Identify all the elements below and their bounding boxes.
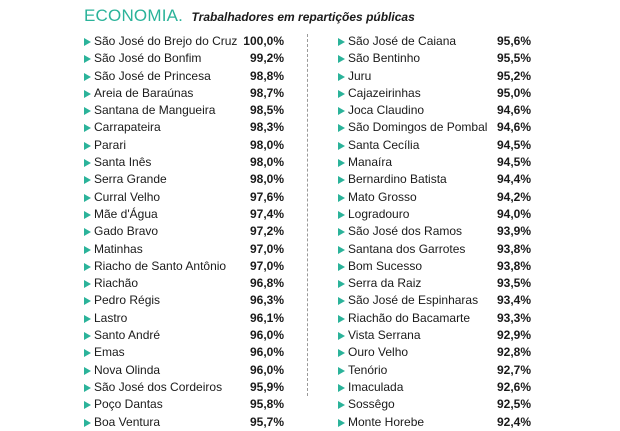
bullet-arrow-icon [338, 211, 345, 219]
bullet-arrow-icon [338, 55, 345, 63]
percentage-value: 96,0% [249, 328, 284, 343]
page-title: Trabalhadores em repartições públicas [191, 10, 415, 24]
percentage-value: 92,4% [496, 414, 531, 429]
percentage-value: 96,8% [249, 276, 284, 291]
bullet-arrow-icon [84, 142, 91, 150]
table-row [338, 154, 531, 171]
municipality-name: Lastro [94, 310, 128, 325]
bullet-arrow-icon [84, 280, 91, 288]
bullet-arrow-icon [338, 38, 345, 46]
table-row [338, 362, 531, 379]
table-row [84, 223, 284, 240]
bullet-arrow-icon [338, 228, 345, 236]
percentage-value: 95,9% [249, 379, 284, 394]
bullet-arrow-icon [338, 280, 345, 288]
bullet-arrow-icon [338, 297, 345, 305]
municipality-name: Sossêgo [348, 397, 395, 412]
percentage-value: 96,3% [249, 293, 284, 308]
percentage-value: 94,2% [496, 189, 531, 204]
bullet-arrow-icon [338, 124, 345, 132]
left-column [84, 33, 284, 431]
table-row [84, 33, 284, 50]
municipality-name: Serra da Raiz [348, 276, 422, 291]
table-row [84, 362, 284, 379]
table-row [84, 102, 284, 119]
percentage-value: 94,6% [496, 103, 531, 118]
table-row [338, 33, 531, 50]
table-row [84, 50, 284, 67]
bullet-arrow-icon [338, 246, 345, 254]
table-row [84, 414, 284, 431]
municipality-name: Riachão [94, 276, 139, 291]
percentage-value: 100,0% [243, 34, 284, 48]
municipality-name: São Bentinho [348, 51, 421, 66]
table-row [84, 275, 284, 292]
municipality-name: São José de Espinharas [348, 293, 479, 308]
municipality-name: Carrapateira [94, 120, 161, 135]
municipality-name: Santa Inês [94, 155, 152, 170]
bullet-arrow-icon [84, 176, 91, 184]
percentage-value: 98,7% [249, 85, 284, 100]
table-row [84, 119, 284, 136]
bullet-arrow-icon [84, 263, 91, 271]
municipality-name: Curral Velho [94, 189, 161, 204]
column-divider [307, 34, 308, 396]
municipality-name: Emas [94, 345, 125, 360]
percentage-value: 95,6% [496, 34, 531, 48]
table-row [84, 310, 284, 327]
table-row [338, 327, 531, 344]
municipality-name: Tenório [348, 362, 388, 377]
table-row [338, 241, 531, 258]
percentage-value: 94,5% [496, 137, 531, 152]
percentage-value: 98,3% [249, 120, 284, 135]
table-row [84, 137, 284, 154]
municipality-name: Manaíra [348, 155, 393, 170]
bullet-arrow-icon [84, 38, 91, 46]
table-row [338, 137, 531, 154]
percentage-value: 92,7% [496, 362, 531, 377]
municipality-name: Boa Ventura [94, 414, 161, 429]
bullet-arrow-icon [338, 73, 345, 81]
percentage-value: 93,3% [496, 310, 531, 325]
bullet-arrow-icon [84, 159, 91, 167]
municipality-name: Bom Sucesso [348, 258, 423, 273]
municipality-name: São José de Princesa [94, 68, 211, 83]
table-row [338, 50, 531, 67]
bullet-arrow-icon [338, 384, 345, 392]
table-row [338, 344, 531, 361]
percentage-value: 99,2% [249, 51, 284, 66]
table-row [84, 206, 284, 223]
header [84, 6, 415, 26]
table-row [338, 310, 531, 327]
bullet-arrow-icon [84, 401, 91, 409]
municipality-name: Mãe d'Água [94, 206, 158, 221]
municipality-name: São José de Caiana [348, 34, 457, 48]
municipality-name: São José do Brejo do Cruz [94, 34, 238, 48]
percentage-value: 95,8% [249, 397, 284, 412]
table-row [338, 171, 531, 188]
municipality-name: Gado Bravo [94, 224, 159, 239]
bullet-arrow-icon [338, 349, 345, 357]
percentage-value: 93,8% [496, 241, 531, 256]
table-row [338, 258, 531, 275]
section-label: ECONOMIA. [84, 6, 184, 25]
percentage-value: 98,8% [249, 68, 284, 83]
bullet-arrow-icon [338, 107, 345, 115]
percentage-value: 92,9% [496, 328, 531, 343]
bullet-arrow-icon [84, 419, 91, 427]
bullet-arrow-icon [84, 228, 91, 236]
table-row [84, 68, 284, 85]
municipality-name: Santo André [94, 328, 161, 343]
municipality-name: Juru [348, 68, 372, 83]
bullet-arrow-icon [338, 159, 345, 167]
bullet-arrow-icon [84, 349, 91, 357]
table-row [338, 68, 531, 85]
municipality-name: Vista Serrana [348, 328, 421, 343]
bullet-arrow-icon [338, 142, 345, 150]
table-row [338, 102, 531, 119]
municipality-name: Poço Dantas [94, 397, 163, 412]
bullet-arrow-icon [84, 332, 91, 340]
bullet-arrow-icon [338, 419, 345, 427]
percentage-value: 97,2% [249, 224, 284, 239]
percentage-value: 97,0% [249, 258, 284, 273]
municipality-name: Areia de Baraúnas [94, 85, 194, 100]
percentage-value: 94,5% [496, 155, 531, 170]
percentage-value: 95,7% [249, 414, 284, 429]
percentage-value: 92,8% [496, 345, 531, 360]
percentage-value: 98,5% [249, 103, 284, 118]
percentage-value: 93,8% [496, 258, 531, 273]
municipality-name: São Domingos de Pombal [348, 120, 488, 135]
percentage-value: 98,0% [249, 137, 284, 152]
percentage-value: 92,6% [496, 379, 531, 394]
municipality-name: Logradouro [348, 206, 410, 221]
right-column [338, 33, 531, 431]
municipality-name: Imaculada [348, 379, 404, 394]
municipality-name: Joca Claudino [348, 103, 425, 118]
table-row [84, 327, 284, 344]
bullet-arrow-icon [84, 55, 91, 63]
bullet-arrow-icon [84, 367, 91, 375]
bullet-arrow-icon [338, 367, 345, 375]
table-row [84, 85, 284, 102]
percentage-value: 93,5% [496, 276, 531, 291]
table-row [84, 292, 284, 309]
table-row [338, 206, 531, 223]
table-row [84, 241, 284, 258]
bullet-arrow-icon [84, 384, 91, 392]
percentage-value: 96,0% [249, 345, 284, 360]
municipality-name: Pedro Régis [94, 293, 161, 308]
table-row [338, 379, 531, 396]
municipality-name: Santana dos Garrotes [348, 241, 466, 256]
percentage-value: 94,6% [496, 120, 531, 135]
bullet-arrow-icon [338, 90, 345, 98]
municipality-name: Bernardino Batista [348, 172, 447, 187]
bullet-arrow-icon [84, 194, 91, 202]
table-row [338, 396, 531, 413]
municipality-name: Santana de Mangueira [94, 103, 216, 118]
bullet-arrow-icon [338, 332, 345, 340]
municipality-name: São José dos Cordeiros [94, 379, 223, 394]
table-row [338, 223, 531, 240]
municipality-name: Santa Cecília [348, 137, 420, 152]
percentage-value: 93,4% [496, 293, 531, 308]
bullet-arrow-icon [84, 246, 91, 254]
bullet-arrow-icon [338, 194, 345, 202]
table-row [338, 275, 531, 292]
table-row [84, 396, 284, 413]
municipality-name: Ouro Velho [348, 345, 409, 360]
percentage-value: 97,6% [249, 189, 284, 204]
table-row [84, 171, 284, 188]
percentage-value: 96,0% [249, 362, 284, 377]
municipality-name: Serra Grande [94, 172, 167, 187]
table-row [84, 154, 284, 171]
table-row [338, 85, 531, 102]
table-row [84, 344, 284, 361]
municipality-name: Monte Horebe [348, 414, 425, 429]
table-row [338, 292, 531, 309]
table-row [84, 189, 284, 206]
bullet-arrow-icon [84, 211, 91, 219]
bullet-arrow-icon [338, 315, 345, 323]
table-row [84, 379, 284, 396]
percentage-value: 92,5% [496, 397, 531, 412]
percentage-value: 98,0% [249, 155, 284, 170]
percentage-value: 97,4% [249, 206, 284, 221]
bullet-arrow-icon [338, 263, 345, 271]
percentage-value: 97,0% [249, 241, 284, 256]
percentage-value: 96,1% [249, 310, 284, 325]
municipality-name: São José do Bonfim [94, 51, 202, 66]
table-row [84, 258, 284, 275]
bullet-arrow-icon [84, 73, 91, 81]
table-row [338, 119, 531, 136]
municipality-name: Mato Grosso [348, 189, 417, 204]
municipality-name: Parari [94, 137, 127, 152]
bullet-arrow-icon [84, 124, 91, 132]
percentage-value: 94,4% [496, 172, 531, 187]
percentage-value: 95,2% [496, 68, 531, 83]
bullet-arrow-icon [338, 401, 345, 409]
bullet-arrow-icon [84, 90, 91, 98]
table-row [338, 414, 531, 431]
table-row [338, 189, 531, 206]
municipality-name: São José dos Ramos [348, 224, 463, 239]
municipality-name: Cajazeirinhas [348, 85, 421, 100]
bullet-arrow-icon [84, 107, 91, 115]
percentage-value: 95,0% [496, 85, 531, 100]
percentage-value: 98,0% [249, 172, 284, 187]
bullet-arrow-icon [84, 297, 91, 305]
percentage-value: 95,5% [496, 51, 531, 66]
bullet-arrow-icon [84, 315, 91, 323]
municipality-name: Matinhas [94, 241, 143, 256]
municipality-name: Riacho de Santo Antônio [94, 258, 227, 273]
percentage-value: 93,9% [496, 224, 531, 239]
municipality-name: Nova Olinda [94, 362, 161, 377]
bullet-arrow-icon [338, 176, 345, 184]
municipality-name: Riachão do Bacamarte [348, 310, 471, 325]
percentage-value: 94,0% [496, 206, 531, 221]
